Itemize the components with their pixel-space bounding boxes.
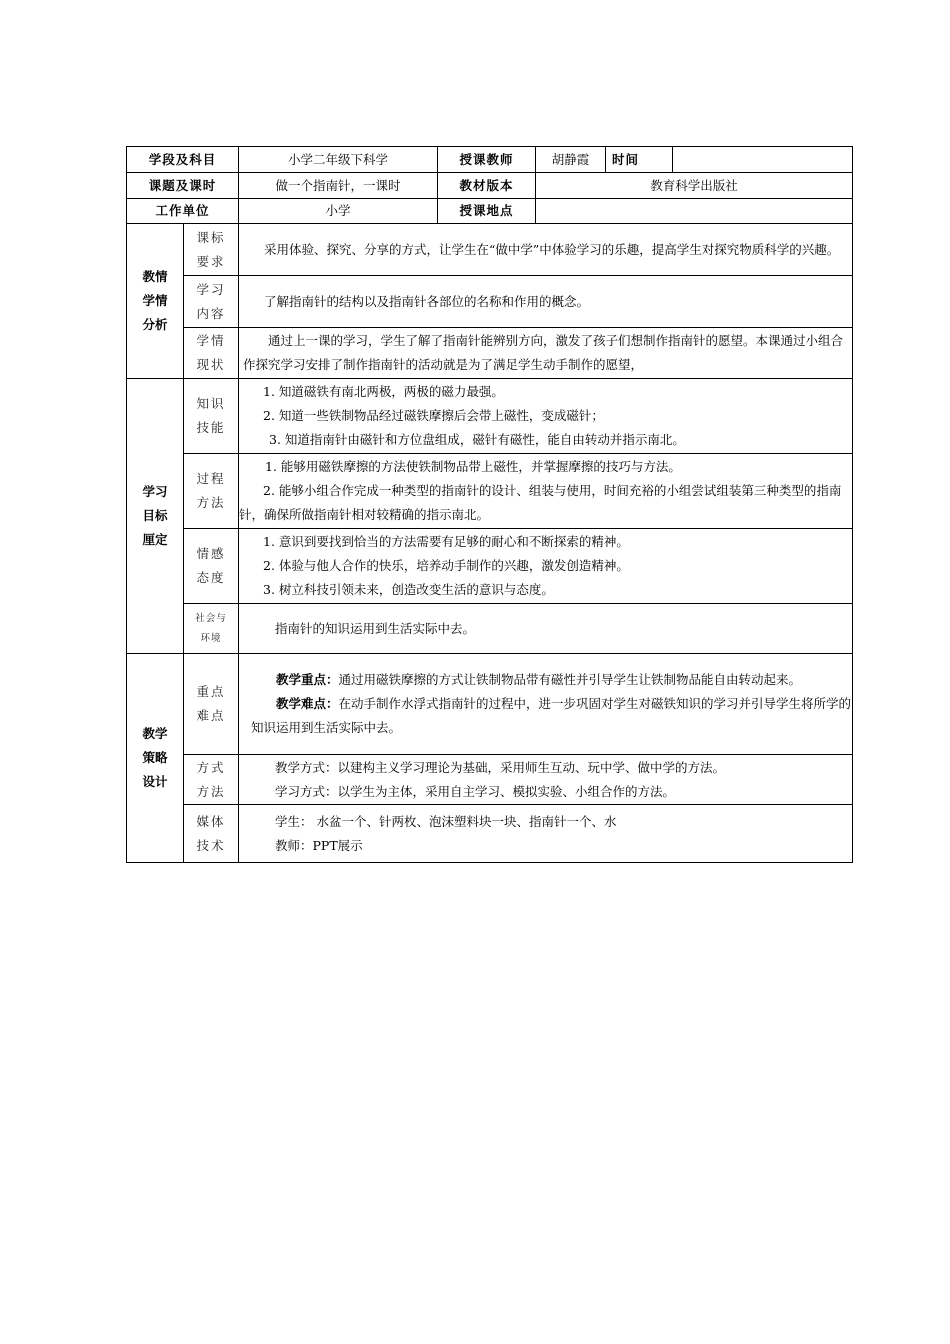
learning-content bbox=[239, 276, 853, 328]
row-label-line: 课标 bbox=[196, 229, 226, 245]
row-label-status bbox=[184, 328, 239, 379]
teaching-focus-text: 通过用磁铁摩擦的方式让铁制物品带有磁性并引导学生让铁制物品能自由转动起来。 bbox=[338, 672, 802, 687]
time-label: 时间 bbox=[606, 147, 673, 173]
unit-value: 小学 bbox=[239, 199, 438, 224]
list-item: 3. 树立科技引领未来，创造改变生活的意识与态度。 bbox=[263, 582, 554, 597]
section-title-line: 策略 bbox=[142, 750, 168, 765]
list-item: 2. 体验与他人合作的快乐，培养动手制作的兴趣，激发创造精神。 bbox=[263, 558, 629, 573]
row-label-process bbox=[184, 454, 239, 529]
row-label-content bbox=[184, 276, 239, 328]
strategy-row-method bbox=[127, 755, 853, 805]
row-label-line: 要求 bbox=[196, 253, 226, 269]
section-title-line: 目标 bbox=[142, 508, 168, 523]
row-label-knowledge bbox=[184, 379, 239, 454]
section-title-strategy bbox=[127, 654, 184, 863]
row-label-line: 环境 bbox=[200, 632, 222, 644]
student-status bbox=[239, 328, 853, 379]
row-label-line: 重点 bbox=[196, 684, 226, 699]
subject-label: 学段及科目 bbox=[127, 147, 239, 173]
goals-row-emotion bbox=[127, 529, 853, 604]
topic-value: 做一个指南针，一课时 bbox=[239, 173, 438, 199]
lesson-plan-table bbox=[126, 146, 853, 863]
row-label-line: 方法 bbox=[196, 495, 226, 510]
list-item: 2. 能够小组合作完成一种类型的指南针的设计、组装与使用，时间充裕的小组尝试组装第三种类型的指南针，确保所做指南针相对较精确的指示南北。 bbox=[239, 483, 842, 522]
textbook-label: 教材版本 bbox=[438, 173, 536, 199]
student-materials: 学生： 水盆一个、针两枚、泡沫塑料块一块、指南针一个、水 bbox=[275, 813, 617, 829]
row-label-line: 态度 bbox=[196, 570, 226, 585]
row-label-line: 技能 bbox=[196, 420, 226, 435]
section-title-line: 分析 bbox=[142, 317, 168, 332]
row-label-line: 方式 bbox=[196, 759, 226, 775]
section-title-line: 设计 bbox=[142, 774, 168, 789]
topic-label: 课题及课时 bbox=[127, 173, 239, 199]
header-row-2 bbox=[127, 173, 853, 199]
list-item: 1. 知道磁铁有南北两极，两极的磁力最强。 bbox=[263, 384, 504, 399]
textbook-value: 教育科学出版社 bbox=[536, 173, 853, 199]
section-title-goals bbox=[127, 379, 184, 654]
teaching-difficulty-label: 教学难点： bbox=[276, 696, 339, 711]
teaching-method: 教学方式：以建构主义学习理论为基础，采用师生互动、玩中学、做中学的方法。 bbox=[275, 759, 726, 775]
row-label-line: 难点 bbox=[196, 708, 226, 723]
row-label-standard bbox=[184, 224, 239, 276]
strategy-row-media bbox=[127, 805, 853, 863]
row-label-line: 情感 bbox=[196, 546, 226, 561]
learning-method: 学习方式：以学生为主体，采用自主学习、模拟实验、小组合作的方法。 bbox=[275, 783, 676, 799]
row-label-line: 内容 bbox=[196, 305, 226, 321]
teaching-difficulty bbox=[251, 692, 852, 740]
key-difficult-points bbox=[239, 654, 853, 755]
teacher-value: 胡静霞 bbox=[536, 147, 606, 173]
row-label-line: 技术 bbox=[196, 837, 226, 853]
standard-requirements bbox=[239, 224, 853, 276]
strategy-row-key bbox=[127, 654, 853, 755]
learning-content-text: 了解指南针的结构以及指南针各部位的名称和作用的概念。 bbox=[264, 293, 590, 309]
methods bbox=[239, 755, 853, 805]
list-item: 2. 知道一些铁制物品经过磁铁摩擦后会带上磁性，变成磁针； bbox=[263, 408, 604, 423]
teacher-materials: 教师：PPT展示 bbox=[275, 837, 363, 853]
teaching-focus bbox=[251, 668, 852, 692]
time-value bbox=[673, 147, 853, 173]
subject-value: 小学二年级下科学 bbox=[239, 147, 438, 173]
analysis-row-standard bbox=[127, 224, 853, 276]
row-label-line: 过程 bbox=[196, 471, 226, 486]
row-label-line: 学习 bbox=[196, 281, 226, 297]
knowledge-skills bbox=[239, 379, 853, 454]
row-label-method bbox=[184, 755, 239, 805]
media-technology bbox=[239, 805, 853, 863]
row-label-emotion bbox=[184, 529, 239, 604]
section-title-analysis bbox=[127, 224, 184, 379]
process-methods bbox=[239, 454, 853, 529]
row-label-line: 学情 bbox=[196, 333, 226, 348]
row-label-line: 现状 bbox=[196, 357, 226, 372]
emotion-attitude bbox=[239, 529, 853, 604]
goals-row-society bbox=[127, 604, 853, 654]
row-label-media bbox=[184, 805, 239, 863]
section-title-line: 学情 bbox=[142, 293, 168, 308]
teaching-focus-label: 教学重点： bbox=[276, 672, 339, 687]
section-title-line: 厘定 bbox=[142, 532, 168, 547]
student-status-text: 通过上一课的学习，学生了解了指南针能辨别方向，激发了孩子们想制作指南针的愿望。本课通过小组合作探究学习安排了制作指南针的活动就是为了满足学生动手制作的愿望， bbox=[243, 333, 844, 372]
row-label-line: 媒体 bbox=[196, 813, 226, 829]
section-title-line: 教情 bbox=[142, 269, 168, 284]
list-item: 3. 知道指南针由磁针和方位盘组成，磁针有磁性，能自由转动并指示南北。 bbox=[269, 432, 685, 447]
society-environment bbox=[239, 604, 853, 654]
section-title-line: 学习 bbox=[142, 484, 168, 499]
teaching-difficulty-text: 在动手制作水浮式指南针的过程中，进一步巩固对学生对磁铁知识的学习并引导学生将所学的知识运用到生活实际中去。 bbox=[251, 696, 852, 735]
row-label-line: 社会与 bbox=[195, 612, 227, 624]
teacher-label: 授课教师 bbox=[438, 147, 536, 173]
row-label-society bbox=[184, 604, 239, 654]
row-label-key bbox=[184, 654, 239, 755]
unit-label: 工作单位 bbox=[127, 199, 239, 224]
analysis-row-content bbox=[127, 276, 853, 328]
row-label-line: 知识 bbox=[196, 396, 226, 411]
location-value bbox=[536, 199, 853, 224]
standard-requirements-text: 采用体验、探究、分享的方式，让学生在“做中学”中体验学习的乐趣，提高学生对探究物质科学的兴趣。 bbox=[264, 241, 840, 257]
goals-row-process bbox=[127, 454, 853, 529]
header-row-1 bbox=[127, 147, 853, 173]
list-item: 1. 意识到要找到恰当的方法需要有足够的耐心和不断探索的精神。 bbox=[263, 534, 629, 549]
section-title-line: 教学 bbox=[142, 726, 168, 741]
header-row-3 bbox=[127, 199, 853, 224]
location-label: 授课地点 bbox=[438, 199, 536, 224]
goals-row-knowledge bbox=[127, 379, 853, 454]
society-environment-text: 指南针的知识运用到生活实际中去。 bbox=[275, 620, 476, 636]
row-label-line: 方法 bbox=[196, 783, 226, 799]
analysis-row-status bbox=[127, 328, 853, 379]
list-item: 1. 能够用磁铁摩擦的方法使铁制物品带上磁性，并掌握摩擦的技巧与方法。 bbox=[265, 459, 681, 474]
